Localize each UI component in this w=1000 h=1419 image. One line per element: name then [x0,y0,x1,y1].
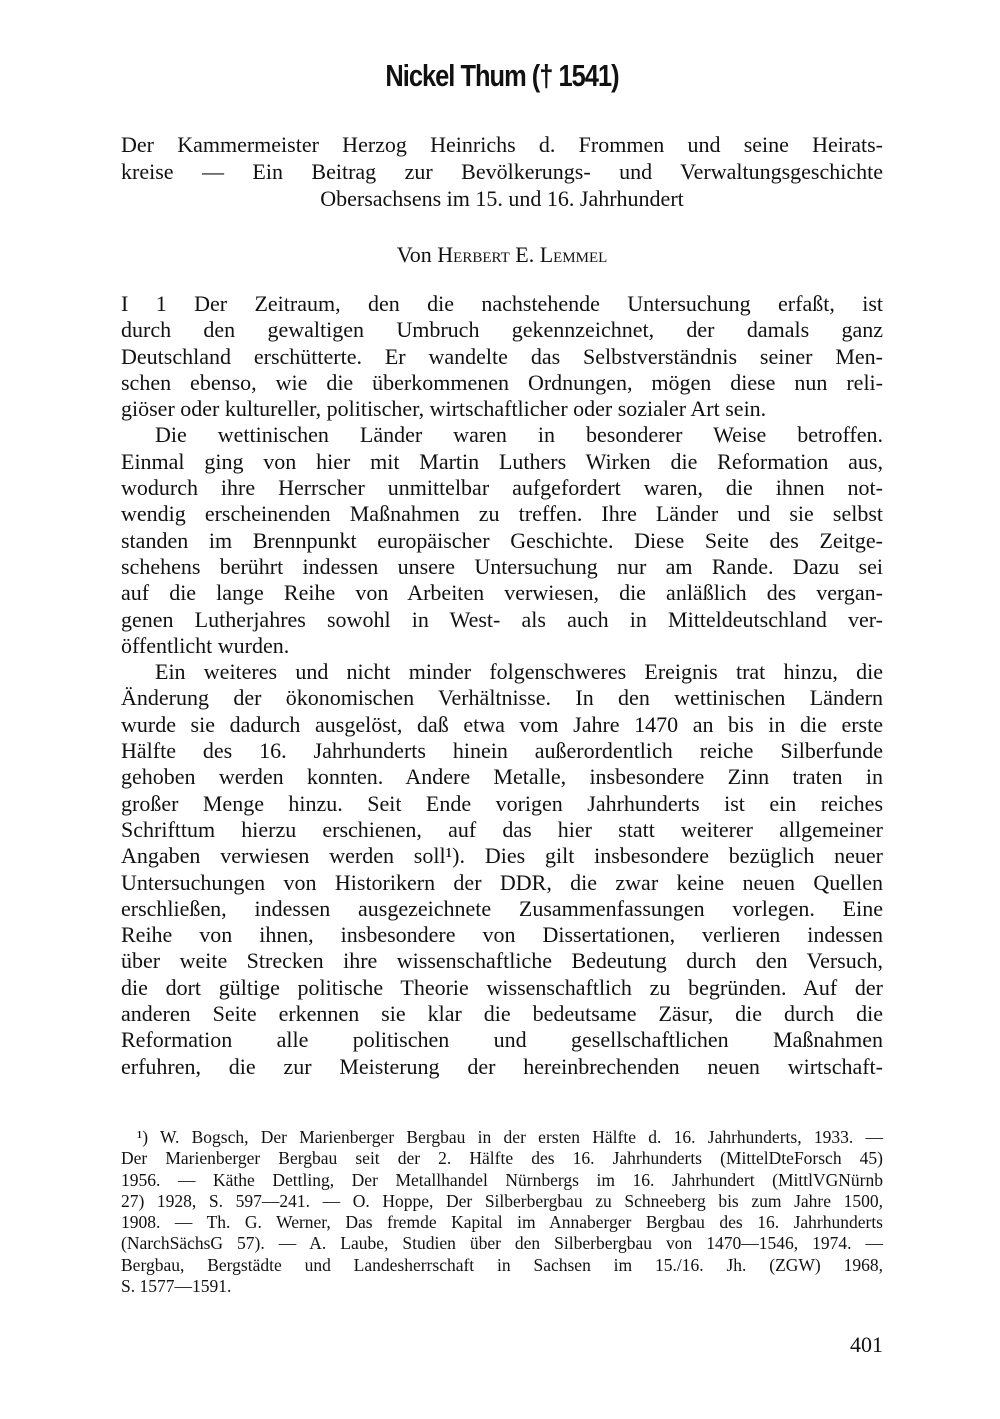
text-line: I 1 Der Zeitraum, den die nachstehende Untersuchung erfaßt, ist [121,291,883,316]
text-line: Einmal ging von hier mit Martin Luthers Wirken die Reformation aus, [121,448,883,474]
text-line: Reihe von ihnen, insbesondere von Dissertationen, verlieren indessen [121,922,883,948]
footnote-line: (NarchSächsG 57). — A. Laube, Studien über den Silberbergbau von 1470—1546, 1974. — [121,1233,883,1254]
text-line: Untersuchungen von Historikern der DDR, die zwar keine neuen Quellen [121,869,883,895]
text-line: genen Lutherjahres sowohl in West- als auch in Mitteldeutschland ver- [121,606,883,632]
footnote-line: Der Marienberger Bergbau seit der 2. Hälfte des 16. Jahrhunderts (MittelDteForsch 45) [121,1148,883,1169]
text-line: durch den gewaltigen Umbruch gekennzeichnet, der damals ganz [121,317,883,343]
text-line: giöser oder kultureller, politischer, wirtschaftlicher oder sozialer Art sein. [121,396,767,422]
subtitle-line: Der Kammermeister Herzog Heinrichs d. Frommen und seine Heirats- [121,132,883,157]
text-line: Schrifttum hierzu erschienen, auf das hier statt weiterer allgemeiner [121,816,883,842]
text-line: auf die lange Reihe von Arbeiten verwiesen, die anläßlich des vergan- [121,580,883,606]
article-subtitle [121,131,883,212]
text-line: wendig erscheinenden Maßnahmen zu treffen. Ihre Länder und sie selbst [121,501,883,527]
text-line: wodurch ihre Herrscher unmittelbar aufgefordert waren, die ihnen not- [121,475,883,501]
text-line: die dort gültige politische Theorie wissenschaftlich zu begründen. Auf der [121,974,883,1000]
text-line: wurde sie dadurch ausgelöst, daß etwa vom Jahre 1470 an bis in die erste [121,711,883,737]
text-line: Reformation alle politischen und gesellschaftlichen Maßnahmen [121,1027,883,1053]
text-line: Die wettinischen Länder waren in besonderer Weise betroffen. [155,422,883,448]
author-line [121,241,883,268]
text-line: erschließen, indessen ausgezeichnete Zusammenfassungen vorlegen. Eine [121,895,883,921]
page-number: 401 [850,1332,883,1357]
text-line: Hälfte des 16. Jahrhunderts hinein außerordentlich reiche Silberfunde [121,738,883,764]
body-text [121,291,883,1080]
text-line: gehoben werden konnten. Andere Metalle, insbesondere Zinn traten in [121,764,883,790]
text-line: Ein weiteres und nicht minder folgenschweres Ereignis trat hinzu, die [155,659,883,685]
text-line: Änderung der ökonomischen Verhältnisse. In den wettinischen Ländern [121,685,883,711]
footnote-line: S. 1577—1591. [121,1276,232,1297]
text-line: über weite Strecken ihre wissenschaftliche Bedeutung durch den Versuch, [121,948,883,974]
text-line: schen ebenso, wie die überkommenen Ordnungen, mögen diese nun reli- [121,369,883,395]
footnote-line: Bergbau, Bergstädte und Landesherrschaft in Sachsen im 15./16. Jh. (ZGW) 1968, [121,1254,883,1275]
text-line: schehens berührt indessen unsere Untersuchung nur am Rande. Dazu sei [121,553,883,579]
footnote-line: 27) 1928, S. 597—241. — O. Hoppe, Der Silberbergbau zu Schneeberg bis zum Jahre 1500, [121,1190,883,1211]
text-line: standen im Brennpunkt europäischer Geschichte. Diese Seite des Zeitge- [121,527,883,553]
author-prefix: Von [396,242,432,267]
text-line: erfuhren, die zur Meisterung der hereinbrechenden neuen wirtschaft- [121,1053,883,1079]
footnotes [121,1127,883,1297]
text-line: öffentlicht wurden. [121,632,290,658]
text-line: anderen Seite erkennen sie klar die bedeutsame Zäsur, die durch die [121,1001,883,1027]
document-page [121,0,883,1419]
subtitle-line: kreise — Ein Beitrag zur Bevölkerungs- und Verwaltungsgeschichte [121,159,883,184]
footnote-line: 1956. — Käthe Dettling, Der Metallhandel Nürnbergs im 16. Jahrhundert (MittlVGNürnb [121,1169,883,1190]
text-line: großer Menge hinzu. Seit Ende vorigen Jahrhunderts ist ein reiches [121,790,883,816]
article-title: Nickel Thum († 1541) [385,58,619,93]
text-line: Angaben verwiesen werden soll¹). Dies gilt insbesondere bezüglich neuer [121,843,883,869]
author-name: Herbert E. Lemmel [437,242,608,267]
footnote-line: ¹) W. Bogsch, Der Marienberger Bergbau in der ersten Hälfte d. 16. Jahrhunderts, 1933. — [137,1127,883,1147]
subtitle-line: Obersachsens im 15. und 16. Jahrhundert [320,186,684,211]
footnote-line: 1908. — Th. G. Werner, Das fremde Kapital im Annaberger Bergbau des 16. Jahrhunderts [121,1212,883,1233]
text-line: Deutschland erschütterte. Er wandelte das Selbstverständnis seiner Men- [121,343,883,369]
